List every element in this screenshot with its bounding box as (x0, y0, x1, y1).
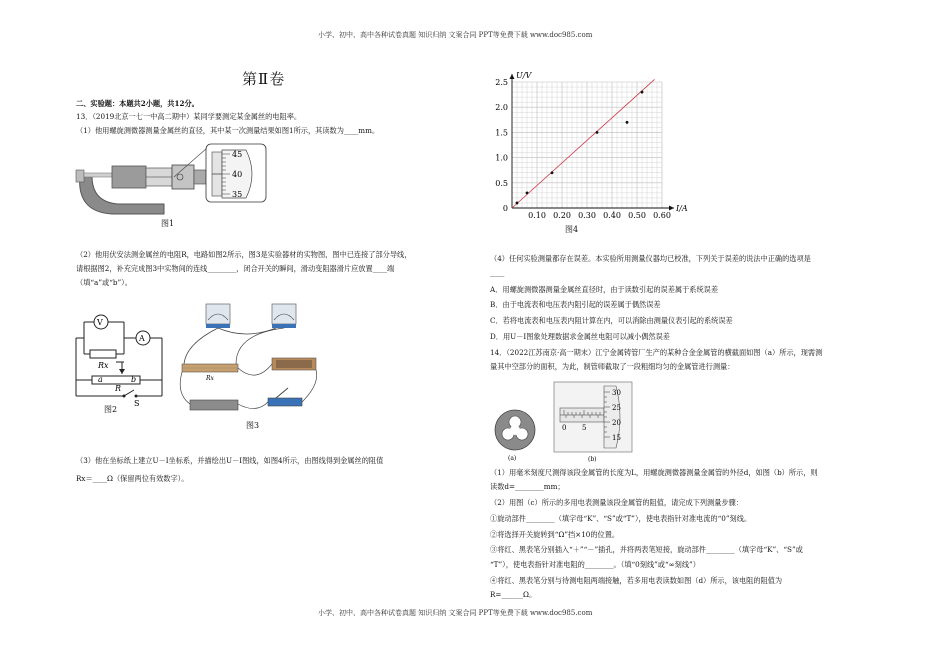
fig-b-main-0: 0 (562, 424, 567, 432)
ui-graph-figure4 (486, 70, 686, 230)
circuit-diagram (70, 308, 172, 412)
section-title: 第Ⅱ卷 (242, 70, 286, 88)
q14-intro-line2: 量其中空部分的面积，为此，制管师截取了一段粗细均匀的金属管进行测量： (490, 362, 735, 371)
q14-step1: ①旋动部件________（填字母“K”、“S”或“T”），使电表指针对准电流的“0”刻线。 (490, 514, 752, 523)
data-point (641, 91, 644, 94)
q13-part2-line3: （填“a”或“b”）。 (76, 278, 132, 287)
apparatus-figure (176, 294, 324, 420)
q14-part1-line2: 读数d=________mm； (490, 482, 565, 491)
option-d: D．用U－I图象处理数据求金属丝电阻可以减小偶然误差 (490, 332, 670, 341)
q13-part4: （4）任何实验测量都存在误差。本实验所用测量仪器均已校准，下列关于误差的说法中正确的选项是 (490, 254, 811, 263)
data-point (526, 191, 529, 194)
y-tick-label: 2.5 (495, 78, 508, 87)
x-axis-arrow (669, 206, 674, 211)
q13-intro: 13．（2019北京一七一中高二期中）某同学要测定某金属丝的电阻率。 (76, 112, 302, 121)
q14-part2: （2）用图（c）所示的多用电表测量该段金属管的阻值，请完成下列测量步骤： (490, 498, 743, 507)
q13-part2-line1: （2）他用伏安法测金属丝的电阻R，电路如图2所示，图3是实验器材的实物图，图中已连接了部分导线， (76, 250, 412, 259)
q14-part1-line1: （1）用毫米刻度尺测得该段金属管的长度为L，用螺旋测微器测量金属管的外径d，如图（b）所示，则 (490, 468, 818, 477)
rheostat-label: R (115, 384, 122, 393)
fig1-tick-45: 45 (232, 150, 243, 159)
rx-label: Rx (98, 361, 109, 370)
y-tick-label: 0.5 (495, 178, 508, 188)
pipe-cross-section-figure (492, 408, 538, 464)
x-tick-label: 0.50 (628, 211, 646, 220)
x-tick-label: 0.40 (603, 211, 621, 220)
fig-b-tick-15: 15 (612, 434, 621, 442)
fig-b-tick-30: 30 (612, 389, 621, 397)
x-axis-label: I/A (676, 204, 688, 213)
fig4-caption: 图4 (565, 225, 579, 234)
y-tick-label: 1.5 (495, 128, 508, 138)
fig1-tick-35: 35 (232, 190, 243, 199)
q14-intro-line1: 14．（2022江苏南京·高一期末）江宁金属铸管厂生产的某种合金金属管的横截面如图（a）所示，现需测 (490, 348, 823, 357)
q13-part1: （1）他用螺旋测微器测量金属丝的直径，其中某一次测量结果如图1所示，其读数为____mm。 (76, 126, 380, 135)
chart-grid (512, 82, 662, 208)
terminal-a-label: a (98, 375, 103, 384)
q13-part3-line2: Rx＝____Ω（保留两位有效数字）。 (76, 474, 189, 483)
data-point (516, 202, 519, 205)
fit-line (512, 79, 655, 208)
q14-step4-line1: ④将红、黑表笔分别与待测电阻两端接触，若多用电表读数如图（d）所示，该电阻的阻值为 (490, 576, 783, 585)
q13-part3-line1: （3）他在坐标纸上建立U－I坐标系，并描绘出U－I图线，如图4所示，由图线得到金属丝的阻值 (76, 456, 384, 465)
fig3-caption: 图3 (246, 421, 260, 430)
y-axis-arrow (510, 74, 515, 79)
ammeter-label: A (139, 334, 145, 343)
fig-b-label: (b) (588, 456, 597, 463)
chart-axes (510, 74, 675, 211)
part2-heading: 二、实验题：本题共2小题，共12分。 (76, 99, 199, 108)
page-footer: 小学、初中、高中各种试卷真题 知识归纳 文案合同 PPT等免费下载 www.doc985.com (318, 609, 593, 617)
fig-a-label: (a) (508, 455, 517, 462)
q14-step3-line2: “T”），使电表指针对准电阻的________。（填“0刻线”或“∞刻线”） (490, 560, 700, 569)
fig-b-main-5: 5 (582, 424, 587, 432)
x-tick-label: 0.30 (578, 211, 596, 220)
fig-b-tick-25: 25 (612, 404, 621, 412)
fig3-rx-label: Rx (206, 375, 214, 382)
q14-step4-line2: R=______Ω。 (490, 590, 537, 599)
fig1-caption: 图1 (161, 219, 175, 228)
q13-part2-line2: 请根据图2，补充完成图3中实物间的连线________，闭合开关的瞬间，滑动变阻器滑片应放置____端 (76, 264, 395, 273)
q13-part4-blank: ____ (490, 268, 505, 277)
option-c: C．若将电流表和电压表内阻计算在内，可以消除由测量仪表引起的系统误差 (490, 316, 733, 325)
fig-b-tick-20: 20 (612, 419, 621, 427)
switch-label: S (134, 399, 140, 408)
data-point (551, 171, 554, 174)
y-tick-label: 2.0 (495, 103, 508, 113)
origin-label: 0 (502, 204, 508, 213)
x-tick-label: 0.10 (528, 211, 546, 220)
voltmeter-label: V (97, 318, 103, 327)
terminal-b-label: b (131, 375, 137, 384)
fig2-caption: 图2 (104, 405, 118, 414)
y-axis-label: U/V (516, 71, 532, 80)
micrometer-figure (72, 140, 268, 224)
data-point (596, 131, 599, 134)
option-a: A．用螺旋测微器测量金属丝直径时，由于读数引起的误差属于系统误差 (490, 285, 719, 294)
y-tick-label: 1.0 (495, 153, 508, 163)
x-tick-label: 0.20 (553, 211, 571, 220)
micrometer-reading-figure (552, 380, 634, 464)
q14-step2: ②将选择开关旋转到“Ω”挡×10的位置。 (490, 530, 620, 539)
chart-fit-line (512, 79, 655, 208)
q14-step3-line1: ③将红、黑表笔分别插入“＋”“－”插孔，并将两表笔短接，旋动部件________（填字母“K”、“S”或 (490, 545, 803, 554)
fig1-tick-40: 40 (232, 170, 243, 179)
chart-tick-labels (495, 71, 688, 220)
option-b: B．由于电流表和电压表内阻引起的误差属于偶然误差 (490, 300, 661, 309)
data-point (626, 121, 629, 124)
x-tick-label: 0.60 (653, 211, 671, 220)
page-header: 小学、初中、高中各种试卷真题 知识归纳 文案合同 PPT等免费下载 www.doc985.com (318, 31, 593, 39)
